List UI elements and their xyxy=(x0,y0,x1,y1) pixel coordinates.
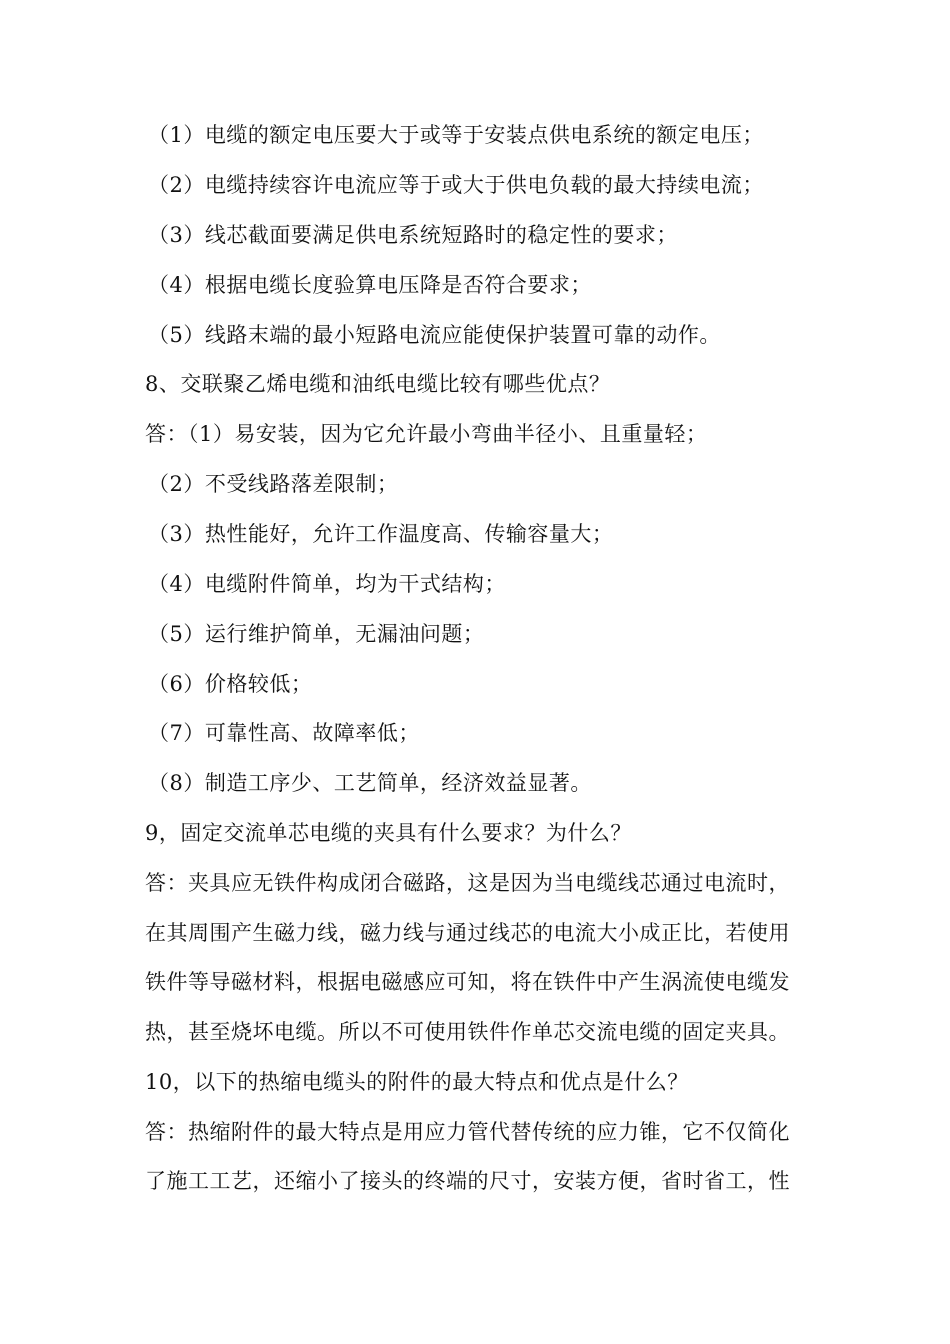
answer-line: 答：（1）易安装，因为它允许最小弯曲半径小、且重量轻； xyxy=(145,422,708,446)
text-line: （6）价格较低； xyxy=(148,672,313,696)
text-line: 热，甚至烧坏电缆。所以不可使用铁件作单芯交流电缆的固定夹具。 xyxy=(145,1020,790,1044)
text-line: （4）根据电缆长度验算电压降是否符合要求； xyxy=(148,273,592,297)
text-line: 在其周围产生磁力线，磁力线与通过线芯的电流大小成正比，若使用 xyxy=(145,921,790,945)
text-line: （5）运行维护简单，无漏油问题； xyxy=(148,622,485,646)
text-line: （8）制造工序少、工艺简单，经济效益显著。 xyxy=(148,771,592,795)
text-line: （2）电缆持续容许电流应等于或大于供电负载的最大持续电流； xyxy=(148,173,764,197)
question-heading: 9，固定交流单芯电缆的夹具有什么要求？为什么？ xyxy=(145,821,632,845)
question-heading: 10，以下的热缩电缆头的附件的最大特点和优点是什么？ xyxy=(145,1070,689,1094)
text-line: （7）可靠性高、故障率低； xyxy=(148,721,420,745)
text-line: 了施工工艺，还缩小了接头的终端的尺寸，安装方便，省时省工，性 xyxy=(145,1169,790,1193)
text-line: （2）不受线路落差限制； xyxy=(148,472,399,496)
answer-line: 答：夹具应无铁件构成闭合磁路，这是因为当电缆线芯通过电流时， xyxy=(145,871,790,895)
text-line: （3）热性能好，允许工作温度高、传输容量大； xyxy=(148,522,614,546)
text-line: 铁件等导磁材料，根据电磁感应可知，将在铁件中产生涡流使电缆发 xyxy=(145,970,790,994)
text-line: （1）电缆的额定电压要大于或等于安装点供电系统的额定电压； xyxy=(148,123,764,147)
text-line: （5）线路末端的最小短路电流应能使保护装置可靠的动作。 xyxy=(148,323,721,347)
question-heading: 8、交联聚乙烯电缆和油纸电缆比较有哪些优点？ xyxy=(145,372,611,396)
text-line: （4）电缆附件简单，均为干式结构； xyxy=(148,572,506,596)
text-line: （3）线芯截面要满足供电系统短路时的稳定性的要求； xyxy=(148,223,678,247)
answer-line: 答：热缩附件的最大特点是用应力管代替传统的应力锥，它不仅简化 xyxy=(145,1120,790,1144)
